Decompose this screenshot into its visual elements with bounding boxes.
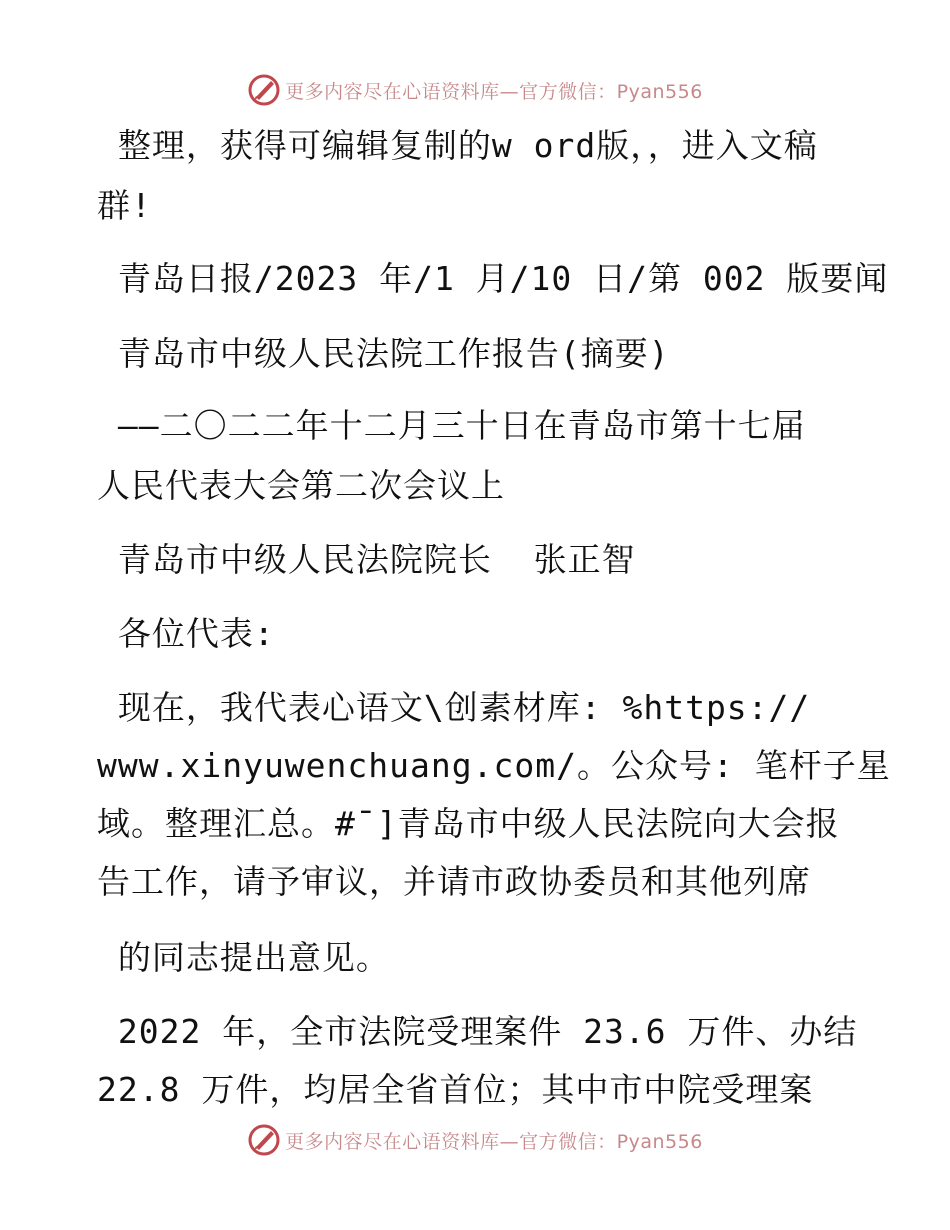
brush-logo-icon [247, 73, 281, 107]
text-line: 22.8 万件，均居全省首位；其中市中院受理案 [97, 1070, 814, 1109]
watermark-text: 更多内容尽在心语资料库—官方微信：Pyan556 [285, 80, 703, 103]
text-line: 告工作，请予审议，并请市政协委员和其他列席 [97, 862, 811, 901]
text-line: 的同志提出意见。 [97, 938, 390, 977]
text-line: 整理，获得可编辑复制的w ord版，，进入文稿 [97, 126, 818, 165]
watermark-header [0, 70, 950, 110]
text-line: 青岛日报/2023 年/1 月/10 日/第 002 版要闻 [97, 259, 889, 298]
brush-logo-icon [247, 1123, 281, 1157]
text-line: 青岛市中级人民法院工作报告(摘要) [97, 334, 670, 373]
watermark-text: 更多内容尽在心语资料库—官方微信：Pyan556 [285, 1130, 703, 1153]
text-line: 现在，我代表心语文\创素材库: %https:// [97, 688, 811, 727]
text-line: 群! [97, 186, 152, 225]
text-line: 域。整理汇总。#¯]青岛市中级人民法院向大会报 [97, 804, 840, 843]
text-line: www.xinyuwenchuang.com/。公众号: 笔杆子星 [97, 746, 891, 785]
text-line: 人民代表大会第二次会议上 [97, 466, 505, 505]
text-line: 2022 年，全市法院受理案件 23.6 万件、办结 [97, 1012, 858, 1051]
text-line: 青岛市中级人民法院院长 张正智 [97, 540, 636, 579]
text-line: ——二〇二二年十二月三十日在青岛市第十七届 [97, 406, 806, 445]
text-line: 各位代表: [97, 614, 275, 653]
watermark-footer [0, 1120, 950, 1160]
